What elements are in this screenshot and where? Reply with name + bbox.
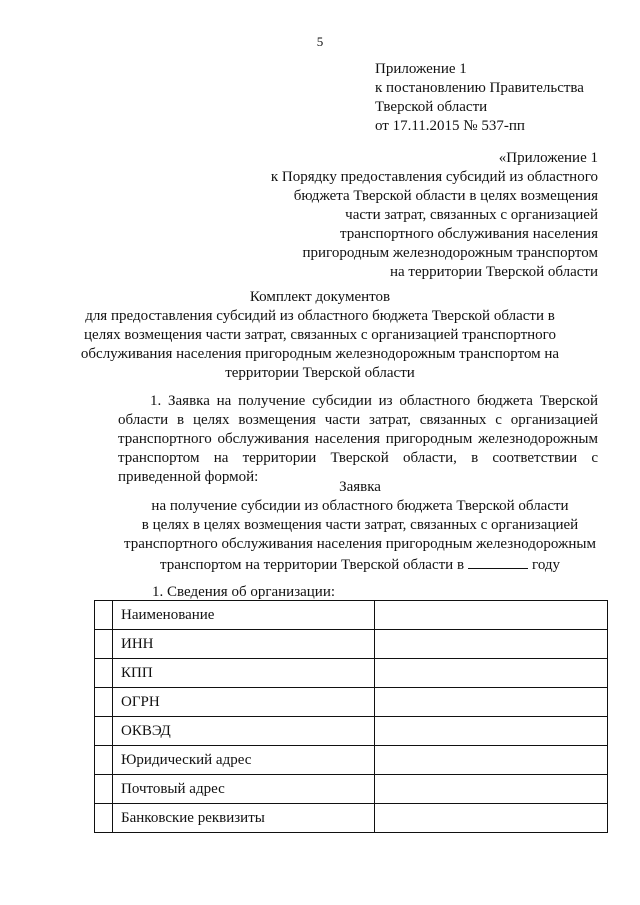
appendix-block [375, 60, 584, 136]
table-row [95, 775, 608, 804]
kit-title-line: Комплект документов [249, 289, 391, 305]
row-number-cell [95, 688, 113, 717]
table-row [95, 688, 608, 717]
table-row [95, 630, 608, 659]
application-line-end: году [532, 557, 561, 573]
item-1-paragraph [118, 392, 598, 487]
row-label: Почтовый адрес [113, 775, 375, 804]
appendix-line: от 17.11.2015 № 537-пп [375, 118, 525, 134]
appendix-line: Тверской области [375, 99, 488, 115]
organization-table [94, 600, 608, 833]
row-value-cell[interactable] [375, 659, 608, 688]
row-value-cell[interactable] [375, 775, 608, 804]
kit-title-line: целях возмещения части затрат, связанных с организацией транспортного [84, 327, 556, 343]
row-value-cell[interactable] [375, 746, 608, 775]
table-row [95, 659, 608, 688]
table-row [95, 717, 608, 746]
order-line: пригородным железнодорожным транспортом [302, 245, 598, 261]
row-number-cell [95, 804, 113, 833]
table-row [95, 804, 608, 833]
order-line: на территории Тверской области [389, 264, 598, 280]
kit-title [0, 288, 640, 383]
kit-title-line: территории Тверской области [225, 365, 415, 381]
row-number-cell [95, 746, 113, 775]
appendix-line: к постановлению Правительства [375, 80, 584, 96]
order-line: к Порядку предоставления субсидий из областного [270, 169, 598, 185]
table-row [95, 746, 608, 775]
order-line: транспортного обслуживания населения [339, 226, 598, 242]
row-label: ОКВЭД [113, 717, 375, 746]
kit-title-line: обслуживания населения пригородным железнодорожным транспортом на [80, 346, 560, 362]
order-line: бюджета Тверской области в целях возмещения [293, 188, 598, 204]
row-value-cell[interactable] [375, 804, 608, 833]
order-line: «Приложение 1 [498, 150, 598, 166]
year-blank-field[interactable] [468, 554, 528, 569]
application-line-start: транспортом на территории Тверской области в [159, 557, 465, 573]
page-number: 5 [316, 34, 324, 49]
row-value-cell[interactable] [375, 630, 608, 659]
row-label: Юридический адрес [113, 746, 375, 775]
order-appendix-block [271, 149, 598, 282]
application-line: транспортного обслуживания населения пригородным железнодорожным [123, 536, 597, 552]
row-number-cell [95, 630, 113, 659]
application-line: в целях в целях возмещения части затрат, связанных с организацией [141, 517, 579, 533]
row-label: Наименование [113, 601, 375, 630]
row-value-cell[interactable] [375, 601, 608, 630]
application-title [0, 478, 640, 575]
row-label: ОГРН [113, 688, 375, 717]
row-label: КПП [113, 659, 375, 688]
kit-title-line: для предоставления субсидий из областного бюджета Тверской области в [85, 308, 555, 324]
row-value-cell[interactable] [375, 688, 608, 717]
application-line: на получение субсидии из областного бюджета Тверской области [151, 498, 569, 514]
row-label: ИНН [113, 630, 375, 659]
row-number-cell [95, 601, 113, 630]
appendix-line: Приложение 1 [375, 61, 467, 77]
row-number-cell [95, 659, 113, 688]
row-number-cell [95, 775, 113, 804]
row-label: Банковские реквизиты [113, 804, 375, 833]
row-value-cell[interactable] [375, 717, 608, 746]
item-1-text: 1. Заявка на получение субсидии из областного бюджета Тверской области в целях возмещения части затрат, связанных с организацией транспортного обслуживания населения пригородным железнодорожным транспортом на территории Тверской области, в соответствии с приведенной формой: [118, 393, 598, 485]
application-heading: Заявка [339, 479, 381, 495]
order-line: части затрат, связанных с организацией [345, 207, 598, 223]
row-number-cell [95, 717, 113, 746]
application-line [0, 554, 640, 575]
table-row [95, 601, 608, 630]
section-1-title: 1. Сведения об организации: [152, 584, 336, 600]
